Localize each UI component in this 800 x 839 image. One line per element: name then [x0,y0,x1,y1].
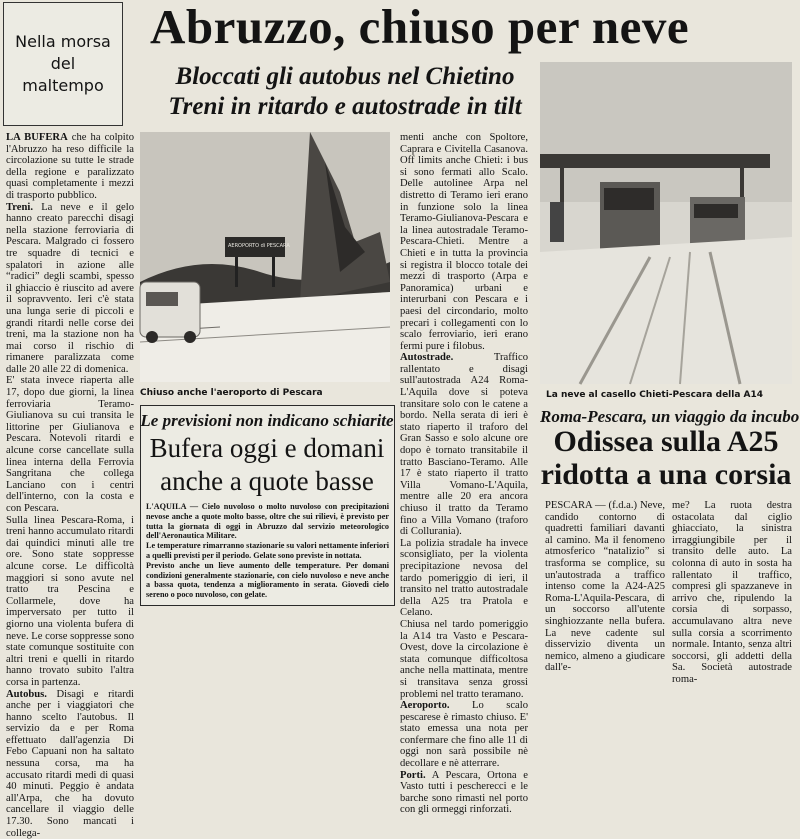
airport-snow-scene [140,132,390,382]
mid-p5-text: Lo scalo pescarese è rimasto chiuso. E' stato emessa una nota per confermare che fino alle 11 di oggi non sarà possibile nè decollare e nè atterrare. [400,700,528,769]
forecast-body [146,502,389,604]
forecast-p1-text: Cielo nuvoloso o molto nuvoloso con precipitazioni nevose anche a quote molto basse, oltre che sui rilievi, è previsto per tutta la giornata di oggi in Abruzzo dal servizio meteorologico dell'Aeronautica Militare. [146,502,389,540]
odissea-title-line-2: ridotta a una corsia [540,457,792,493]
odissea-col1-body: Neve, candido contorno di quadretti familiari davanti al camino. Ma il fenomeno atmosferico “natalizio” si trasforma se complice, su un'autostrada a traffico intenso come la A24-A25 Roma-L'Aquila-Pescara, di un soccorso all'utente singhiozzante nella bufera. La neve cadente sul disservizio diventa un nemico, almeno a giudicare dall'e- [545,500,665,673]
odissea-kicker: Roma-Pescara, un viaggio da incubo [540,406,792,428]
lead-bufera: LA BUFERA [6,132,68,143]
subhead-line-1: Bloccati gli autobus nel Chietino [150,62,540,91]
forecast-p3-text: Previsto anche un lieve aumento delle temperature. Per domani condizioni generalmente stazionarie, con cielo nuvoloso e neve anche a bassa quota, tendenza a miglioramento in serata. Giovedì cielo sereno o poco nuvoloso, con gelate. [146,561,389,599]
mid-p2-text: Traffico rallentato e disagi sull'autostrada A24 Roma-L'Aquila dove si poteva transitare solo con le catene a bordo. Nella serata di ieri è stato riaperto il traforo del Gran Sasso e solo alcune ore dopo è tornato transitabile il tratto Basciano-Teramo. Alle 17 è stato riaperto il tratto Villa Vomano-L'Aquila, mentre alle 20 era ancora chiuso il tratto da Teramo fino a Villa Vomano (traforo di Collurania). [400,352,528,537]
lead-treni: Treni. [6,202,33,213]
kicker-line-2: del [51,54,75,73]
kicker-text [15,31,111,97]
odissea-col-1 [545,500,665,607]
lead-pescara: PESCARA — (f.d.a.) [545,500,637,511]
highway-photo [540,62,792,384]
airport-caption: Chiuso anche l'aeroporto di Pescara [140,388,390,399]
kicker-box [3,2,123,126]
mid-para-2 [400,352,528,538]
left-p2-text: La neve e il gelo hanno creato parecchi disagi nella stazione ferroviaria di Pescara. Malgrado ci fossero tre squadre di tecnici e spalatori in azione alle “radici” degli scambi, spesso il ghiaccio è riuscito ad avere il sopravvento. Ieri c'è stata una lunga serie di piccoli e grandi ritardi nelle corse dei treni, ma la stazione non ha mai corso il rischio di rimanere paralizzata come dalle 20 alle 22 di domenica. [6,202,134,375]
mid-p6-text: A Pescara, Ortona e Vasto tutti i pescherecci e le barche sono rimasti nel porto con gli ormeggi rinforzati. [400,770,528,816]
lead-autobus: Autobus. [6,689,47,700]
left-column [6,132,134,607]
forecast-para-2 [146,541,389,561]
airport-photo [140,132,390,382]
subhead-line-2: Treni in ritardo e autostrade in tilt [150,92,540,121]
mid-para-5 [400,700,528,770]
lead-aeroporto: Aeroporto. [400,700,450,711]
odissea-col-2: me? La ruota destra ostacolata dal ciglio ghiacciato, la sinistra irraggiungibile per il transito delle auto. La colonna di auto in sosta ha rallentato il traffico, compresi gli spazzaneve in arrivo che, ripulendo la corsia di sorpasso, accumulavano altra neve sulla corsia a scorrimento normale. Intanto, senza altri soccorsi, gli addetti della Sa. Società autostrade roma- [672,500,792,607]
left-p1-text: che ha colpito l'Abruzzo ha reso difficile la circolazione su tutte le strade della regione e paralizzato quasi completamente i mezzi di trasporto pubblico. [6,132,134,201]
kicker-line-1: Nella morsa [15,32,111,51]
airport-sign-text: AEROPORTO di PESCARA [228,243,290,249]
left-para-4: Sulla linea Pescara-Roma, i treni hanno accumulato ritardi dai quindici minuti alle tre ore. Sono state soppresse alcune corse. Le difficoltà maggiori si sono avute nel tratto tra Pescina e Collarmele, dove ha imperversato per tutto il giorno una violenta bufera di neve. Le corse soppresse sono state comunque sostituite con altri treni e quelli in ritardo hanno trovato subito l'altra corsa in partenza. [6,515,134,689]
lead-porti: Porti. [400,770,426,781]
forecast-p2-text: Le temperature rimarranno stazionarie su valori nettamente inferiori a quelli previsti per il periodo. Gelate sono previste in nottata. [146,541,389,560]
left-p5-text: Disagi e ritardi anche per i viaggiatori che hanno scelto l'autobus. Il servizio da e per Roma effettuato dall'agenzia Di Febo Capuani non ha saltato nessuna corsa, ma ha accusato ritardi medi di quasi 40 minuti. Peggio è andata all'Arpa, che ha dovuto cancellare il viaggio delle 17.30. Sono mancati i collega- [6,689,134,839]
mid-para-6 [400,770,528,816]
highway-caption: La neve al casello Chieti-Pescara della A14 [546,390,796,401]
mid-para-4: Chiusa nel tardo pomeriggio la A14 tra Vasto e Pescara-Ovest, dove la circolazione è stata comunque difficoltosa anche nella mattinata, mentre si transitava senza grossi problemi nel tratto teramano. [400,619,528,700]
kicker-line-3: maltempo [22,76,103,95]
left-para-2 [6,202,134,376]
forecast-kicker: Le previsioni non indicano schiarite [140,410,394,432]
forecast-title-line-2: anche a quote basse [140,465,394,498]
main-headline: Abruzzo, chiuso per neve [150,0,790,56]
mid-para-1: menti anche con Spoltore, Caprara e Civitella Casanova. Off limits anche Chieti: i bus si sono fermati allo Scalo. Delle autolinee Arpa nel distretto di Teramo ieri erano in funzione solo la linea Teramo-Giulianova-Pescara e la linea autostradale Teramo-Pescara-Chieti. Mentre a Chieti e in tutta la provincia si registra il blocco totale dei mezzi di trasporto (Arpa e Panoramica) urbani e interurbani con Pescara e i paesi del circondario, molto precari i collegamenti con lo scalo ferroviario, ieri erano fermi pure i filobus. [400,132,528,352]
odissea-title-line-1: Odissea sulla A25 [540,424,792,460]
left-para-3: E' stata invece riaperta alle 17, dopo due giorni, la linea ferroviaria Teramo-Giulianova su cui transita le littorine per Giulianova e Pescara. Notevoli ritardi e alcune corse cancellate sulla linea interna della Ferrovia Sangritana che collega Lanciano con i centri dell'interno, con la costa e con Pescara. [6,375,134,514]
forecast-para-3 [146,561,389,600]
lead-laquila: L'AQUILA — [146,502,198,511]
odissea-col1-text [545,500,665,674]
forecast-para-1 [146,502,389,541]
lead-autostrade: Autostrade. [400,352,453,363]
left-para-1 [6,132,134,202]
mid-para-3: La polizia stradale ha invece sconsigliato, per la violenta precipitazione nevosa del tardo pomeriggio di ieri, il transito nel tratto autostradale della A25 tra Pratola e Celano. [400,538,528,619]
middle-column [400,132,528,607]
left-para-5 [6,689,134,839]
highway-snow-scene [540,62,792,384]
forecast-title-line-1: Bufera oggi e domani [140,432,394,465]
